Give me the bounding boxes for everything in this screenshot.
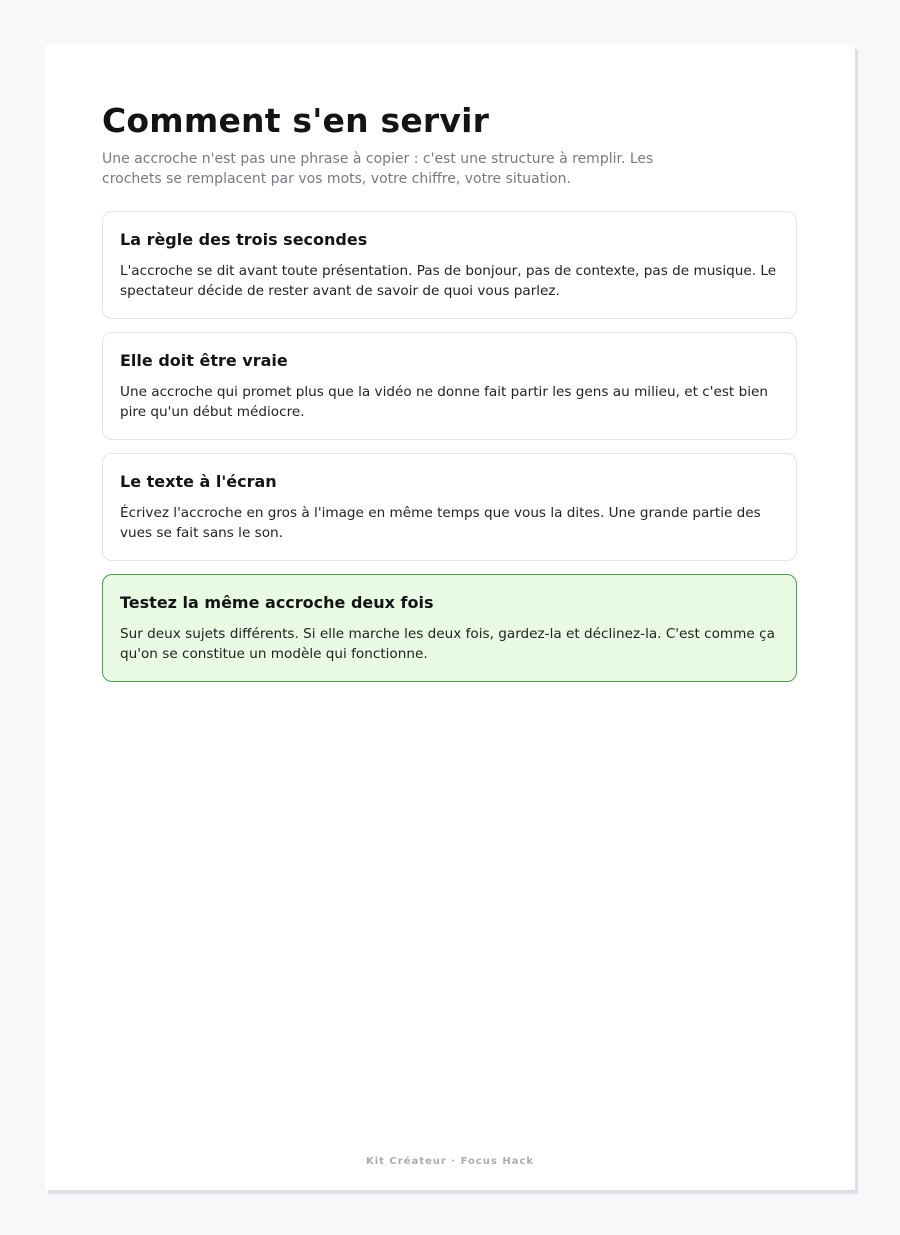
page-footer: Kit Créateur · Focus Hack xyxy=(365,1156,535,1167)
tips-list xyxy=(102,211,797,695)
tip-card-three-seconds xyxy=(102,211,797,319)
tip-card-body: Une accroche qui promet plus que la vidéo ne donne fait partir les gens au milieu, et c'est bien pire qu'un début médiocre. xyxy=(120,384,768,420)
tip-card-must-be-true xyxy=(102,332,797,440)
tip-card-body: Écrivez l'accroche en gros à l'image en même temps que vous la dites. Une grande partie des vues se fait sans le son. xyxy=(120,505,761,541)
tip-card-title: La règle des trois secondes xyxy=(120,230,368,249)
tip-card-body: L'accroche se dit avant toute présentation. Pas de bonjour, pas de contexte, pas de musique. Le spectateur décide de rester avant de savoir de quoi vous parlez. xyxy=(120,263,777,299)
page-title: Comment s'en servir xyxy=(102,101,490,140)
tip-card-test-twice-highlighted xyxy=(102,574,797,682)
tip-card-on-screen-text xyxy=(102,453,797,561)
tip-card-title: Testez la même accroche deux fois xyxy=(120,593,434,612)
tip-card-title: Le texte à l'écran xyxy=(120,472,277,491)
intro-text: Une accroche n'est pas une phrase à copier : c'est une structure à remplir. Les crochets se remplacent par vos mots, votre chiffre, votre situation. xyxy=(102,151,654,187)
document-page xyxy=(45,45,855,1190)
tip-card-title: Elle doit être vraie xyxy=(120,351,288,370)
tip-card-body: Sur deux sujets différents. Si elle marche les deux fois, gardez-la et déclinez-la. C'est comme ça qu'on se constitue un modèle qui fonctionne. xyxy=(120,626,775,662)
